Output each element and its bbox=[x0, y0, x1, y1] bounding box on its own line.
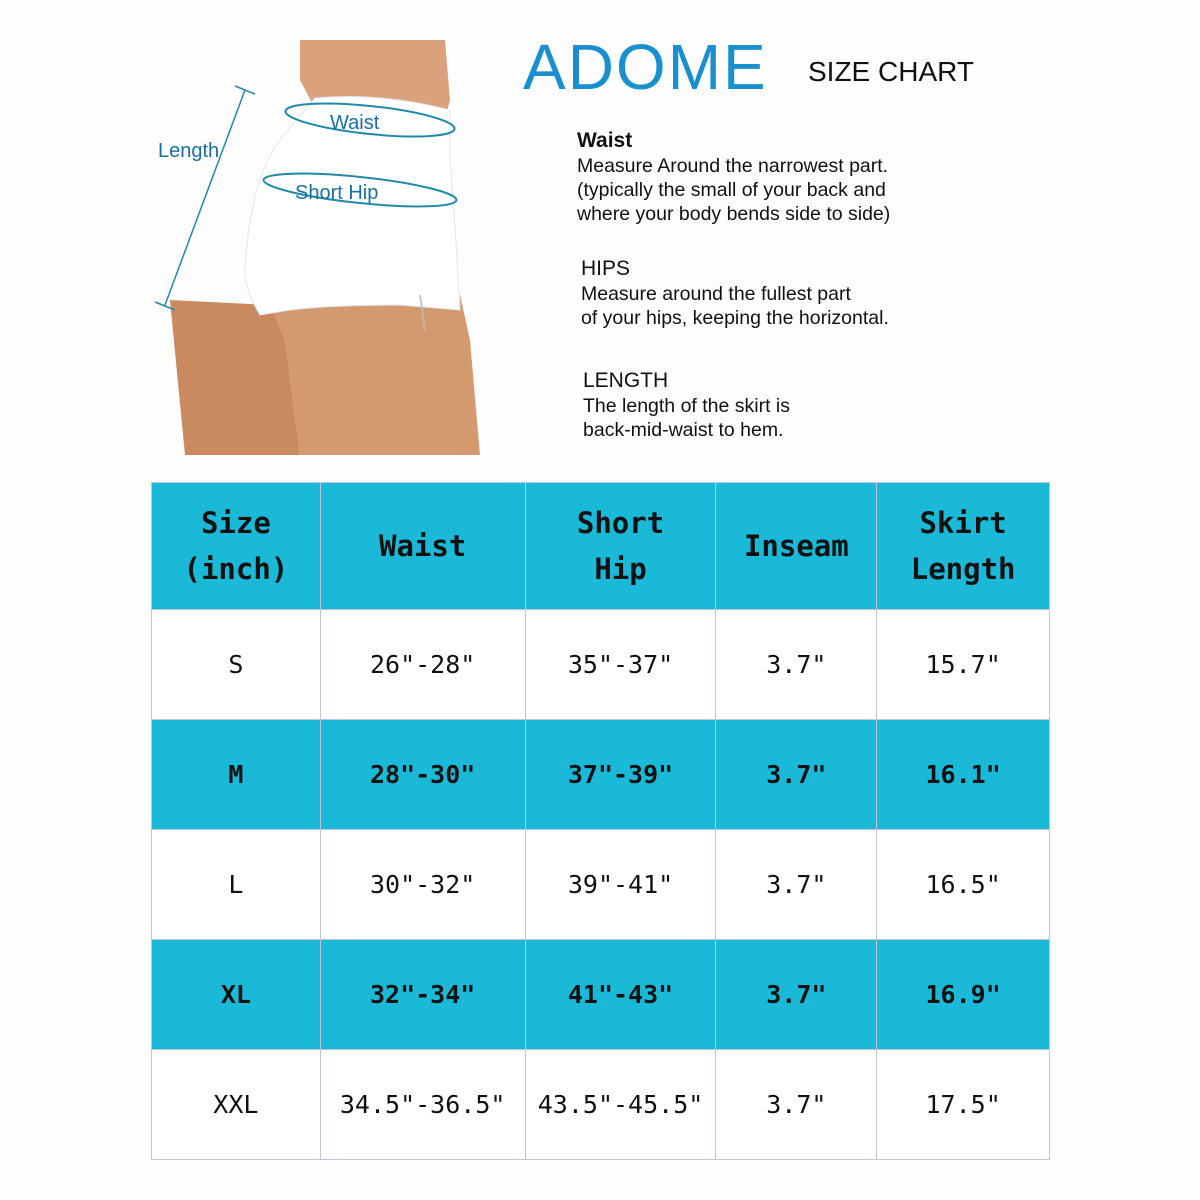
table-row bbox=[152, 610, 1050, 720]
length-label: Length bbox=[158, 140, 220, 162]
cell-waist: 28"-30" bbox=[320, 720, 525, 830]
cell-waist: 32"-34" bbox=[320, 940, 525, 1050]
header-waist: Waist bbox=[320, 483, 525, 610]
cell-short-hip: 37"-39" bbox=[525, 720, 716, 830]
cell-short-hip: 39"-41" bbox=[525, 830, 716, 940]
length-instructions bbox=[583, 368, 790, 442]
section-line: of your hips, keeping the horizontal. bbox=[581, 307, 889, 329]
header-short-hip: Short Hip bbox=[525, 483, 716, 610]
cell-size: S bbox=[152, 610, 321, 720]
table-row bbox=[152, 720, 1050, 830]
cell-inseam: 3.7" bbox=[716, 940, 877, 1050]
header-inseam: Inseam bbox=[716, 483, 877, 610]
table-row bbox=[152, 940, 1050, 1050]
table-row bbox=[152, 830, 1050, 940]
cell-short-hip: 35"-37" bbox=[525, 610, 716, 720]
header-size: Size (inch) bbox=[152, 483, 321, 610]
cell-size: XXL bbox=[152, 1050, 321, 1160]
cell-waist: 34.5"-36.5" bbox=[320, 1050, 525, 1160]
size-table bbox=[151, 482, 1050, 1160]
waist-instructions bbox=[577, 128, 890, 226]
section-line: The length of the skirt is bbox=[583, 395, 791, 417]
cell-size: XL bbox=[152, 940, 321, 1050]
section-line: Measure around the fullest part bbox=[581, 283, 851, 305]
skirt-photo bbox=[150, 40, 500, 455]
cell-skirt-length: 17.5" bbox=[877, 1050, 1050, 1160]
section-line: where your body bends side to side) bbox=[577, 203, 891, 225]
cell-inseam: 3.7" bbox=[716, 720, 877, 830]
cell-waist: 30"-32" bbox=[320, 830, 525, 940]
section-heading: HIPS bbox=[581, 257, 631, 280]
brand-logo: ADOME bbox=[523, 31, 768, 103]
page-title: SIZE CHART bbox=[808, 56, 974, 87]
cell-inseam: 3.7" bbox=[716, 1050, 877, 1160]
section-heading: Waist bbox=[577, 129, 633, 152]
short-hip-label: Short Hip bbox=[295, 182, 379, 204]
cell-inseam: 3.7" bbox=[716, 830, 877, 940]
cell-short-hip: 41"-43" bbox=[525, 940, 716, 1050]
cell-skirt-length: 16.9" bbox=[877, 940, 1050, 1050]
cell-size: L bbox=[152, 830, 321, 940]
section-line: (typically the small of your back and bbox=[577, 179, 886, 201]
waist-label: Waist bbox=[330, 112, 380, 134]
cell-inseam: 3.7" bbox=[716, 610, 877, 720]
hips-instructions bbox=[581, 256, 889, 330]
cell-skirt-length: 16.1" bbox=[877, 720, 1050, 830]
section-line: back-mid-waist to hem. bbox=[583, 419, 784, 441]
section-heading: LENGTH bbox=[583, 369, 669, 392]
table-header-row bbox=[152, 483, 1050, 610]
cell-waist: 26"-28" bbox=[320, 610, 525, 720]
cell-skirt-length: 16.5" bbox=[877, 830, 1050, 940]
cell-size: M bbox=[152, 720, 321, 830]
cell-skirt-length: 15.7" bbox=[877, 610, 1050, 720]
section-line: Measure Around the narrowest part. bbox=[577, 155, 889, 177]
header-skirt-length: Skirt Length bbox=[877, 483, 1050, 610]
table-row bbox=[152, 1050, 1050, 1160]
cell-short-hip: 43.5"-45.5" bbox=[525, 1050, 716, 1160]
